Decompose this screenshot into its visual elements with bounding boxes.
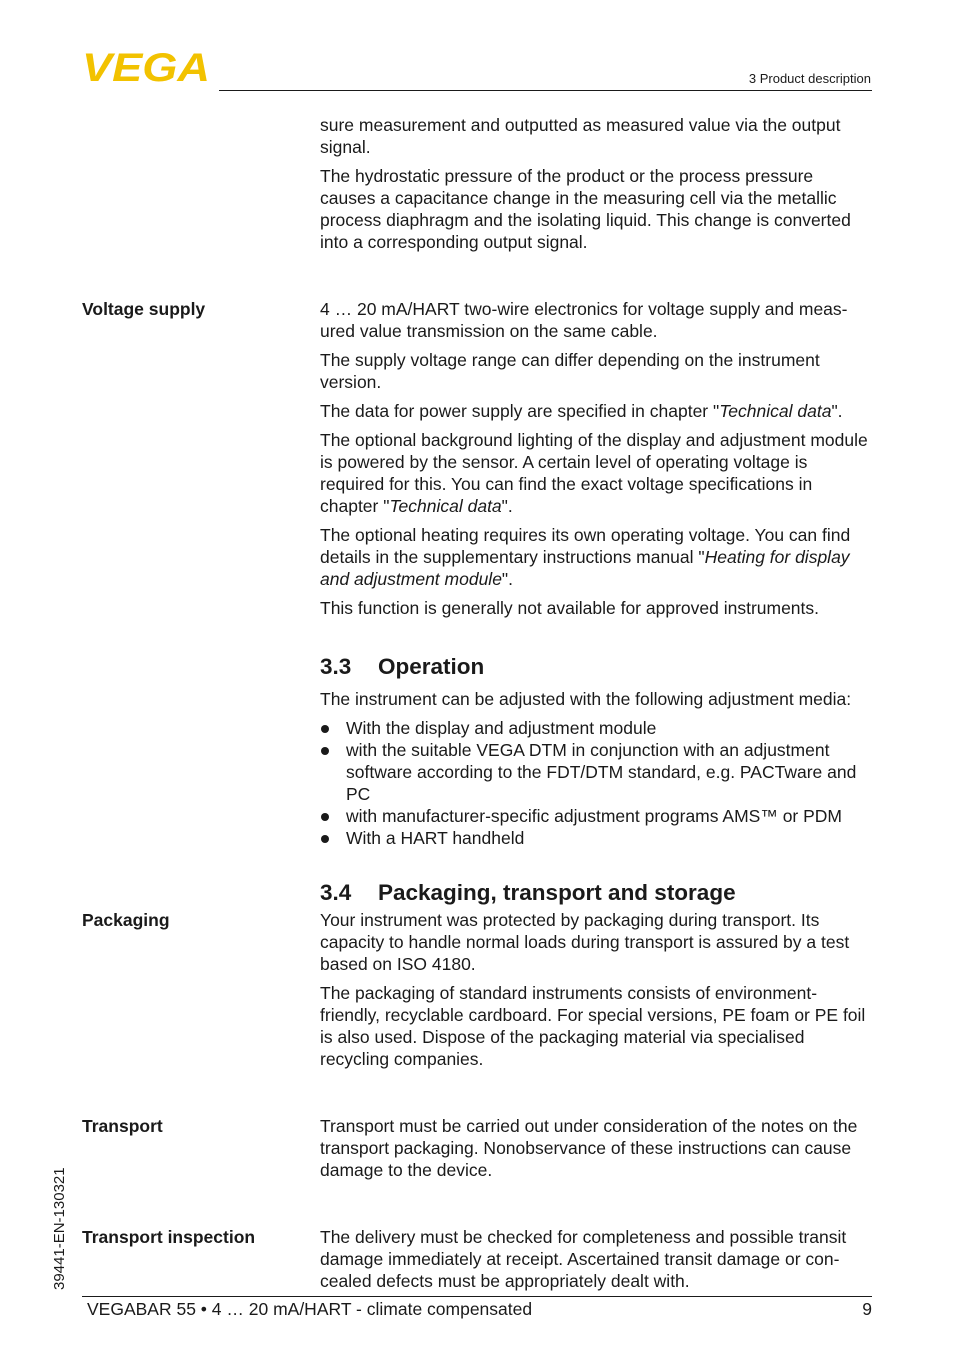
packaging-paragraph-1: Your instrument was protected by packaging during transport. Its capacity to handle normal loads during transport is assured by a test based on ISO 4180. [320,910,850,974]
footer-title: VEGABAR 55 • 4 … 20 mA/HART - climate compensated [87,1299,533,1319]
footer-divider [82,1296,872,1297]
document-id: 39441-EN-130321 [51,1167,68,1290]
adjustment-media-list [320,717,872,849]
voltage-supply-block [82,298,872,626]
packaging-block [82,909,872,1077]
operation-section [82,653,872,849]
vega-logo [82,50,212,84]
voltage-paragraph-5: The optional heating requires its own operating voltage. You can find details in the supplementary instructions manual "Heating for display and adjustment module". [320,525,851,589]
heating-manual-ref: Heating for display and adjustment module [320,547,850,589]
packaging-section-heading-row [82,879,872,909]
voltage-paragraph-2: The supply voltage range can differ depending on the instrument version. [320,350,820,392]
transport-inspection-block [82,1226,872,1299]
technical-data-ref: Technical data [389,496,502,516]
transport-inspection-paragraph: The delivery must be checked for completeness and possible transit damage immediately at receipt. Ascertained transit damage or con-cealed defects must be appropriately dealt with. [320,1227,847,1291]
intro-paragraph-1: sure measurement and outputted as measured value via the output signal. [320,115,841,157]
list-item: With a HART handheld [320,827,872,849]
intro-block [82,114,872,260]
voltage-supply-label: Voltage supply [82,299,206,319]
intro-paragraph-2: The hydrostatic pressure of the product or the process pressure causes a capacitance change in the measuring cell via the metallic process diaphragm and the isolating liquid. This change is converted into a corresponding output signal. [320,166,851,252]
list-item: With the display and adjustment module [320,717,872,739]
operation-intro: The instrument can be adjusted with the following adjustment media: [320,689,852,709]
operation-heading: 3.3 Operation [320,654,485,679]
transport-label: Transport [82,1116,163,1136]
page-content [82,114,872,1299]
voltage-paragraph-3: The data for power supply are specified in chapter "Technical data". [320,401,843,421]
voltage-paragraph-6: This function is generally not available for approved instruments. [320,598,820,618]
packaging-label: Packaging [82,910,170,930]
technical-data-ref: Technical data [719,401,832,421]
voltage-paragraph-1: 4 … 20 mA/HART two-wire electronics for voltage supply and meas-ured value transmission on the same cable. [320,299,848,341]
logo-text: VEGA [82,50,210,84]
page-number: 9 [862,1299,872,1319]
header-divider [219,90,872,91]
packaging-section-heading: 3.4 Packaging, transport and storage [320,880,736,905]
transport-paragraph: Transport must be carried out under consideration of the notes on the transport packaging. Nonobservance of these instructions can cause damage to the device. [320,1116,858,1180]
transport-block [82,1115,872,1188]
list-item: with manufacturer-specific adjustment programs AMS™ or PDM [320,805,872,827]
packaging-paragraph-2: The packaging of standard instruments consists of environment-friendly, recyclable cardboard. For special versions, PE foam or PE foil is also used. Dispose of the packaging material via specialised recycling companies. [320,983,866,1069]
voltage-paragraph-4: The optional background lighting of the display and adjustment module is powered by the sensor. A certain level of operating voltage is required for this. You can find the exact voltage specifications in chapter "Technical data". [320,430,868,516]
transport-inspection-label: Transport inspection [82,1227,256,1247]
list-item: with the suitable VEGA DTM in conjunction with an adjustment software according to the FDT/DTM standard, e.g. PACTware and PC [320,739,872,805]
header-section-title: 3 Product description [748,71,871,86]
